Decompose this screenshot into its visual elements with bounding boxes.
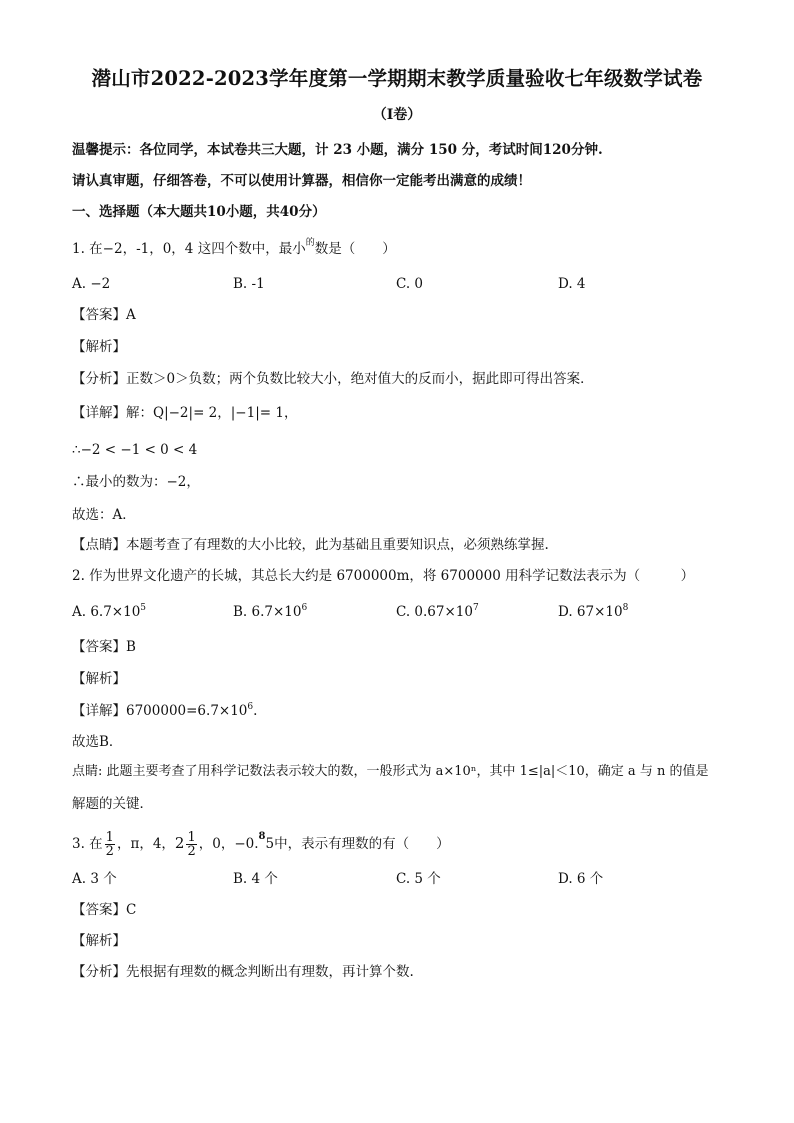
q1-option-d: D. 4 <box>558 276 586 292</box>
q3-mixed-fraction <box>186 831 196 858</box>
q1-choose: 故选：A． <box>72 507 136 523</box>
q3-option-d: D. 6 个 <box>558 871 604 887</box>
q1-option-c: C. 0 <box>396 276 424 292</box>
q3-analysis-tag: 【解析】 <box>72 933 126 949</box>
question-3-stem <box>72 830 450 859</box>
q2-detail-end: . <box>253 703 258 719</box>
q3-frac1-den: 2 <box>105 844 114 859</box>
notice-line-2: 请认真审题，仔细答卷，不可以使用计算器，相信你一定能考出满意的成绩！ <box>72 173 531 189</box>
notice-line-1: 温馨提示：各位同学，本试卷共三大题，计 23 小题，满分 150 分，考试时间120分钟. <box>72 142 603 158</box>
q3-option-a: A. 3 个 <box>72 871 117 887</box>
q1-analysis-tag: 【解析】 <box>72 339 126 355</box>
q2-option-b-label: B. 6.7×10 <box>233 604 302 620</box>
q1-stem-a: 1. 在 <box>72 241 103 257</box>
volume-label: （Ⅰ卷） <box>372 107 422 123</box>
q1-fenxi: 【分析】正数＞0＞负数；两个负数比较大小，绝对值大的反而小，据此即可得出答案． <box>72 371 594 387</box>
q2-option-b <box>233 603 307 621</box>
q2-comment-2: 解题的关键． <box>72 796 153 812</box>
q2-option-d <box>558 603 628 621</box>
q1-stem-b: −2，-1，0，4 这四个数中，最小 <box>102 241 306 257</box>
q3-stem-c: ，0，−0. <box>198 836 259 852</box>
q3-stem-b: ，π，4， <box>116 836 175 852</box>
q2-option-c <box>396 603 479 621</box>
question-1-stem <box>72 240 396 260</box>
q1-answer: 【答案】A <box>72 307 136 323</box>
q3-stem-a: 3. 在 <box>72 836 103 852</box>
q2-detail <box>72 702 257 720</box>
q3-stem-d: 5中，表示有理数的有（ ） <box>265 836 450 852</box>
q3-option-c: C. 5 个 <box>396 871 441 887</box>
q2-option-a <box>72 603 146 621</box>
q2-option-a-label: A. 6.7×10 <box>72 604 141 620</box>
q1-option-a: A. −2 <box>72 276 111 292</box>
exam-title: 潜山市2022-2023学年度第一学期期末教学质量验收七年级数学试卷 <box>91 67 703 90</box>
q3-fenxi: 【分析】先根据有理数的概念判断出有理数，再计算个数. <box>72 964 414 980</box>
q2-comment-1: 点睛: 此题主要考查了用科学记数法表示较大的数，一般形式为 a×10ⁿ，其中 1≤|a|＜10，确定 a 与 n 的值是 <box>72 764 709 779</box>
q3-option-b: B. 4 个 <box>233 871 278 887</box>
q2-detail-exp: 6 <box>247 702 254 712</box>
q1-option-b: B. -1 <box>233 276 265 292</box>
q3-frac2-den: 2 <box>187 844 196 859</box>
q3-frac1-num: 1 <box>105 830 114 845</box>
q1-comment: 【点睛】本题考查了有理数的大小比较，此为基础且重要知识点，必须熟练掌握. <box>72 537 549 553</box>
q3-mixed-integer: 2 <box>174 834 185 852</box>
q1-step-2: ∴最小的数为：−2， <box>72 474 200 490</box>
q3-answer: 【答案】C <box>72 902 137 918</box>
q2-option-b-exp: 6 <box>301 603 308 613</box>
section-heading: 一、选择题（本大题共10小题，共40分） <box>72 204 326 220</box>
q3-repeat-mark: 8 <box>258 831 266 842</box>
question-2-stem: 2. 作为世界文化遗产的长城，其总长大约是 6700000m，将 6700000 用科学记数法表示为（ ） <box>72 568 695 584</box>
q1-step-1: ∴−2 < −1 < 0 < 4 <box>72 442 198 458</box>
q2-choose: 故选B． <box>72 734 123 750</box>
q2-answer: 【答案】B <box>72 639 136 655</box>
q1-stem-c: 数是（ ） <box>314 241 396 257</box>
q2-option-a-exp: 5 <box>140 603 147 613</box>
q2-option-d-label: D. 67×10 <box>558 604 623 620</box>
q1-stem-mark: 的 <box>305 238 315 248</box>
q2-detail-text: 【详解】6700000=6.7×10 <box>72 703 248 719</box>
q2-option-c-exp: 7 <box>472 603 479 613</box>
q2-option-d-exp: 8 <box>622 603 629 613</box>
q3-frac2-num: 1 <box>187 830 196 845</box>
q3-fraction-half <box>105 831 115 858</box>
q2-option-c-label: C. 0.67×10 <box>396 604 473 620</box>
q1-detail: 【详解】解：Q|−2|= 2，|−1|= 1， <box>72 405 298 421</box>
q2-analysis-tag: 【解析】 <box>72 671 126 687</box>
